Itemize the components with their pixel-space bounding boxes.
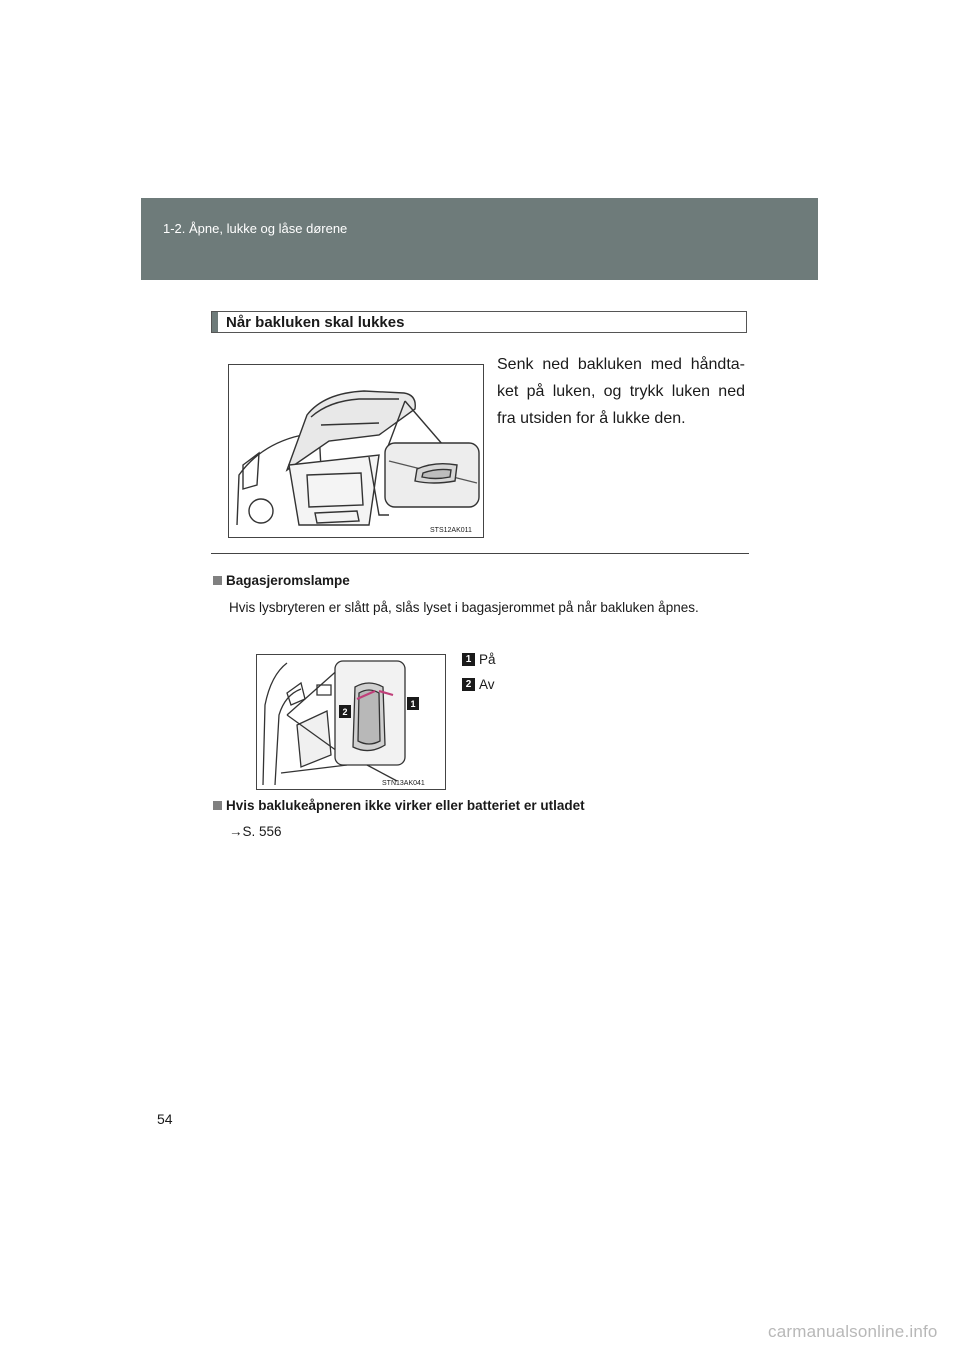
note-title: Bagasjeromslampe	[226, 573, 350, 588]
section-title-box	[211, 311, 747, 333]
luggage-lamp-drawing	[257, 655, 445, 789]
section-divider	[211, 553, 749, 554]
bullet-square-icon	[213, 576, 222, 585]
page-reference-text: S. 556	[242, 824, 282, 839]
figure-code: STN13AK041	[382, 780, 425, 787]
legend-badge-1: 1	[462, 653, 475, 666]
callout-badge-1-label: 1	[410, 699, 416, 709]
legend-label-1: På	[479, 652, 496, 667]
tailgate-drawing	[229, 365, 483, 537]
legend-badge-2: 2	[462, 678, 475, 691]
section-title: Når bakluken skal lukkes	[226, 314, 405, 331]
watermark: carmanualsonline.info	[768, 1322, 938, 1341]
note-text-luggage-lamp: Hvis lysbryteren er slått på, slås lyset i bagasjerommet på når bakluken åpnes.	[229, 600, 699, 615]
section-body-text: Senk ned bakluken med håndta-ket på luken, og trykk luken ned fra utsiden for å lukke den.	[497, 356, 745, 427]
breadcrumb: 1-2. Åpne, lukke og låse dørene	[163, 221, 348, 236]
legend-item-2	[462, 677, 495, 692]
callout-badge-2-label: 2	[342, 707, 348, 717]
note-heading-luggage-lamp	[213, 573, 350, 588]
legend-label-2: Av	[479, 677, 495, 692]
chapter-header	[141, 198, 818, 280]
figure-code: STS12AK011	[430, 527, 472, 534]
tailgate-illustration	[228, 364, 484, 538]
page-number: 54	[157, 1111, 173, 1127]
luggage-lamp-illustration	[256, 654, 446, 790]
arrow-right-icon: →	[229, 824, 243, 839]
note-heading-tailgate-opener	[213, 798, 585, 813]
bullet-square-icon	[213, 801, 222, 810]
legend-item-1	[462, 652, 496, 667]
section-title-accent	[212, 312, 218, 332]
page-reference	[229, 824, 282, 839]
note-title: Hvis baklukeåpneren ikke virker eller batteriet er utladet	[226, 798, 585, 813]
